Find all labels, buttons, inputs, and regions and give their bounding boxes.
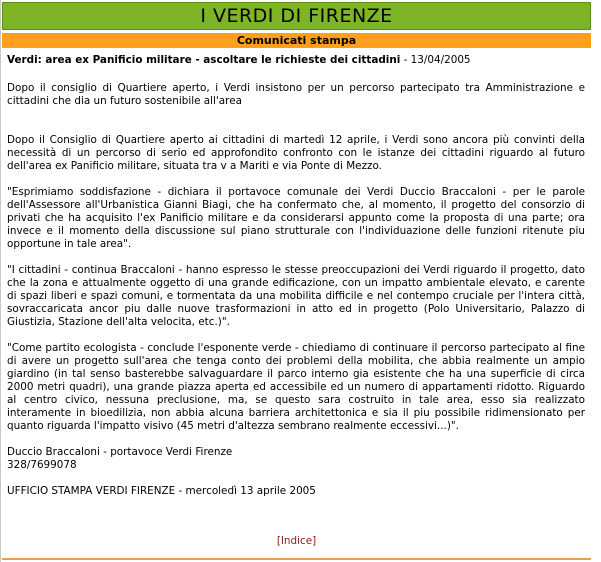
press-office-line: UFFICIO STAMPA VERDI FIRENZE - mercoledì 13 aprile 2005 [7,485,316,497]
bottom-divider [2,558,591,560]
article [7,52,585,498]
date-separator: - [400,54,411,66]
article-lead: Dopo il consiglio di Quartiere aperto, i Verdi insistono per un percorso partecipato tra Amministrazione e cittadini che dia un futuro sostenibile all'area [7,82,585,107]
index-link[interactable]: [Indice] [276,535,317,547]
section-title: Comunicati stampa [233,33,360,48]
footer-nav [0,535,593,547]
section-bar [2,33,591,48]
article-headline [7,54,585,67]
headline-text: Verdi: area ex Panificio militare - ascoltare le richieste dei cittadini [7,54,401,66]
article-paragraph: "Esprimiamo soddisfazione - dichiara il portavoce comunale dei Verdi Duccio Braccaloni - per le parole dell'Assessore all'Urbanistica Gianni Biagi, che ha confermato che, al momento, il progetto del consorzio di privati che ha acquisito l'ex Panificio militare e da considerarsi appunto come la proposta di una parte; ora invece e il momento della discussione sul piano strutturale con l'individuazione delle funzioni ritenute piu opportune in tale area". [7,186,585,250]
signature-name: Duccio Braccaloni - portavoce Verdi Firenze [7,446,233,458]
site-title-bar [2,2,591,30]
article-paragraph: Dopo il Consiglio di Quartiere aperto ai cittadini di martedì 12 aprile, i Verdi sono ancora più convinti della necessità di un percorso di serio ed approfondito confronto con le istanze dei cittadini riguardo al futuro dell'area ex Panificio militare, situata tra v a Mariti e via Ponte di Mezzo. [7,134,585,172]
signature-phone: 328/7699078 [7,459,77,471]
article-paragraph: "I cittadini - continua Braccaloni - hanno espresso le stesse preoccupazioni dei Verdi riguardo il progetto, dato che la zona e attualmente oggetto di una grande edificazione, con un impatto ambientale elevato, e carente di spazi liberi e spazi comuni, e tormentata da una mobilita difficile e nel contempo cruciale per l'intera città, sovraccaricata ancor piu dalle nuove trasformazioni in atto ed in progetto (Polo Universitario, Palazzo di Giustizia, Stazione dell'alta velocita, etc.)". [7,264,585,328]
site-title: I VERDI DI FIRENZE [200,5,393,27]
article-paragraph: "Come partito ecologista - conclude l'esponente verde - chiediamo di continuare il percorso partecipato al fine di avere un progetto sull'area che tenga conto dei problemi della mobilita, che abbia realmente un ampio giardino (in tal senso basterebbe salvaguardare il parco interno gia esistente che ha una superficie di circa 2000 metri quadri), una grande piazza aperta ed accessibile ed un numero di appartamenti ridotto. Riguardo al centro civico, nessuna preclusione, ma, se questo sara costruito in tale area, esso sia realizzato interamente in bioedilizia, non abbia alcuna barriera architettonica e sia il piu possibile ridimensionato per quanto riguarda l'impatto visivo (45 metri d'altezza sembrano realmente eccessivi...)". [7,342,585,432]
article-date: 13/04/2005 [410,54,471,66]
